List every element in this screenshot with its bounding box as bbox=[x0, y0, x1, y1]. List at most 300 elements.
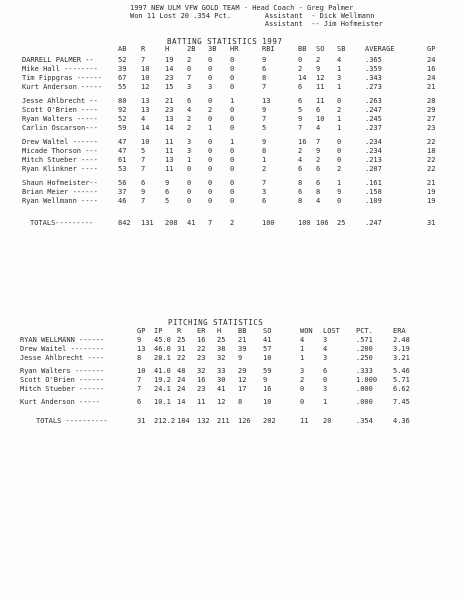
batting-stat-cell: 8 bbox=[262, 147, 267, 155]
player-name: Micade Thorson --- bbox=[22, 147, 98, 155]
batting-stat-cell: 47 bbox=[118, 147, 127, 155]
batting-stat-cell: 39 bbox=[118, 65, 127, 73]
pitching-stat-cell: 5.46 bbox=[393, 367, 410, 375]
batting-stat-cell: 47 bbox=[118, 138, 127, 146]
pitching-stat-cell: 3.21 bbox=[393, 354, 410, 362]
batting-stat-cell: 10 bbox=[141, 138, 150, 146]
pitching-stat-cell: 10 bbox=[263, 354, 272, 362]
pitching-player-row bbox=[0, 336, 464, 345]
batting-stat-cell: 92 bbox=[118, 106, 127, 114]
player-name: Tim Fippgras ------ bbox=[22, 74, 103, 82]
batting-stat-cell: 13 bbox=[165, 156, 174, 164]
pitching-stat-cell: 29 bbox=[238, 367, 247, 375]
batting-stat-cell: 0 bbox=[230, 106, 235, 114]
batting-stat-cell: 11 bbox=[165, 138, 174, 146]
batting-stat-cell: 9 bbox=[262, 106, 267, 114]
pitching-stat-cell: .250 bbox=[356, 354, 373, 362]
header-line-3: Assistant -- Jim Hofmeister bbox=[130, 20, 383, 28]
batting-stat-cell: 7 bbox=[262, 179, 267, 187]
batting-player-row bbox=[0, 56, 464, 65]
batting-stat-cell: 0 bbox=[208, 179, 213, 187]
batting-stat-cell: 6 bbox=[298, 188, 303, 196]
pitching-stat-cell: 2.48 bbox=[393, 336, 410, 344]
pitching-stat-cell: 3 bbox=[323, 385, 328, 393]
batting-stat-cell: 16 bbox=[298, 138, 307, 146]
batting-column-header: 3B bbox=[208, 45, 217, 53]
batting-total-cell: 100 bbox=[262, 219, 275, 227]
pitching-column-header: PCT. bbox=[356, 327, 373, 335]
batting-stat-cell: 0 bbox=[187, 65, 192, 73]
pitching-total-cell: 11 bbox=[300, 417, 309, 425]
batting-stat-cell: 0 bbox=[298, 56, 303, 64]
batting-stat-cell: 7 bbox=[141, 56, 146, 64]
batting-stat-cell: 6 bbox=[262, 197, 267, 205]
batting-stat-cell: 10 bbox=[141, 65, 150, 73]
batting-column-header: GP bbox=[427, 45, 436, 53]
batting-stat-cell: 37 bbox=[118, 188, 127, 196]
batting-stat-cell: 0 bbox=[230, 83, 235, 91]
batting-stat-cell: 6 bbox=[298, 165, 303, 173]
pitching-total-cell: 31 bbox=[137, 417, 146, 425]
batting-stat-cell: 10 bbox=[141, 74, 150, 82]
batting-stat-cell: 0 bbox=[230, 65, 235, 73]
batting-stat-cell: 0 bbox=[337, 197, 342, 205]
batting-stat-cell: 6 bbox=[298, 83, 303, 91]
player-name: Ryan Wellmann ---- bbox=[22, 197, 98, 205]
batting-stat-cell: 1 bbox=[208, 124, 213, 132]
batting-stat-cell: 14 bbox=[165, 65, 174, 73]
pitching-stat-cell: 7 bbox=[137, 376, 142, 384]
pitching-stat-cell: 3 bbox=[300, 367, 305, 375]
pitching-stat-cell: 39 bbox=[238, 345, 247, 353]
batting-stat-cell: 7 bbox=[141, 197, 146, 205]
pitching-stat-cell: 16 bbox=[197, 376, 206, 384]
pitching-stat-cell: 16 bbox=[263, 385, 272, 393]
pitching-total-cell: 132 bbox=[197, 417, 210, 425]
batting-total-cell: 7 bbox=[208, 219, 213, 227]
player-name: RYAN WELLMANN ------ bbox=[20, 336, 105, 344]
batting-player-row bbox=[0, 188, 464, 197]
batting-stat-cell: 3 bbox=[208, 83, 213, 91]
batting-stat-cell: .161 bbox=[365, 179, 382, 187]
player-name: Mike Hall -------- bbox=[22, 65, 98, 73]
batting-stat-cell: 80 bbox=[118, 97, 127, 105]
pitching-stat-cell: 28.1 bbox=[154, 354, 171, 362]
batting-stat-cell: 12 bbox=[141, 83, 150, 91]
player-name: DARRELL PALMER -- bbox=[22, 56, 94, 64]
batting-stat-cell: 59 bbox=[118, 124, 127, 132]
pitching-stat-cell: 9 bbox=[238, 354, 243, 362]
player-name: Shaun Hofmeister-- bbox=[22, 179, 98, 187]
pitching-stat-cell: 3 bbox=[323, 336, 328, 344]
batting-stat-cell: 23 bbox=[427, 124, 436, 132]
pitching-stat-cell: .000 bbox=[356, 385, 373, 393]
pitching-stat-cell: 16 bbox=[197, 336, 206, 344]
pitching-stat-cell: 4 bbox=[323, 345, 328, 353]
batting-stat-cell: 0 bbox=[208, 165, 213, 173]
pitching-total-cell: 20 bbox=[323, 417, 332, 425]
player-name: Scott O'Brien ---- bbox=[22, 106, 98, 114]
batting-stat-cell: 7 bbox=[262, 83, 267, 91]
player-name: Ryan Walters ------- bbox=[20, 367, 105, 375]
player-name: Mitch Stueber ---- bbox=[22, 156, 98, 164]
batting-stat-cell: 5 bbox=[165, 197, 170, 205]
pitching-total-cell: 184 bbox=[177, 417, 190, 425]
player-name: Kurt Anderson ----- bbox=[20, 398, 101, 406]
batting-stat-cell: 1 bbox=[337, 124, 342, 132]
pitching-stat-cell: 1 bbox=[300, 354, 305, 362]
batting-stat-cell: .237 bbox=[365, 124, 382, 132]
pitching-stat-cell: 8 bbox=[238, 398, 243, 406]
pitching-column-header: R bbox=[177, 327, 182, 335]
batting-stat-cell: .234 bbox=[365, 147, 382, 155]
pitching-stat-cell: .333 bbox=[356, 367, 373, 375]
batting-stat-cell: 6 bbox=[316, 106, 321, 114]
batting-stat-cell: 22 bbox=[427, 156, 436, 164]
batting-stat-cell: 14 bbox=[141, 124, 150, 132]
batting-stat-cell: 3 bbox=[337, 74, 342, 82]
pitching-stat-cell: 1.000 bbox=[356, 376, 378, 384]
pitching-player-row bbox=[0, 385, 464, 394]
batting-stat-cell: 6 bbox=[165, 188, 170, 196]
pitching-stat-cell: .200 bbox=[356, 345, 373, 353]
batting-stat-cell: 0 bbox=[230, 124, 235, 132]
batting-stat-cell: 6 bbox=[262, 65, 267, 73]
pitching-stat-cell: 38 bbox=[217, 345, 226, 353]
batting-stat-cell: 7 bbox=[187, 74, 192, 82]
pitching-column-header: GP bbox=[137, 327, 146, 335]
pitching-stat-cell: 8 bbox=[137, 354, 142, 362]
pitching-column-header: SO bbox=[263, 327, 272, 335]
pitching-stat-cell: 10.1 bbox=[154, 398, 171, 406]
batting-stat-cell: 3 bbox=[262, 188, 267, 196]
batting-stat-cell: 9 bbox=[262, 138, 267, 146]
batting-stat-cell: 6 bbox=[316, 165, 321, 173]
batting-stat-cell: 8 bbox=[262, 74, 267, 82]
pitching-stat-cell: 32 bbox=[197, 367, 206, 375]
batting-stat-cell: 22 bbox=[427, 138, 436, 146]
batting-stat-cell: 11 bbox=[316, 97, 325, 105]
batting-stat-cell: 0 bbox=[230, 188, 235, 196]
pitching-total-cell: 212.2 bbox=[154, 417, 176, 425]
batting-stat-cell: 0 bbox=[187, 179, 192, 187]
batting-stat-cell: 0 bbox=[187, 197, 192, 205]
batting-column-header: BB bbox=[298, 45, 307, 53]
pitching-totals-row bbox=[0, 417, 464, 426]
batting-stat-cell: 2 bbox=[187, 56, 192, 64]
pitching-stat-cell: 1 bbox=[323, 398, 328, 406]
batting-stat-cell: 21 bbox=[427, 83, 436, 91]
pitching-stat-cell: 6.62 bbox=[393, 385, 410, 393]
pitching-stat-cell: 46.0 bbox=[154, 345, 171, 353]
batting-column-header: R bbox=[141, 45, 146, 53]
player-name: Kurt Anderson ----- bbox=[22, 83, 103, 91]
batting-stat-cell: 19 bbox=[165, 56, 174, 64]
batting-stat-cell: 19 bbox=[427, 188, 436, 196]
batting-total-cell: 25 bbox=[337, 219, 346, 227]
batting-stat-cell: 2 bbox=[298, 65, 303, 73]
batting-stat-cell: 2 bbox=[187, 115, 192, 123]
batting-stat-cell: 1 bbox=[262, 156, 267, 164]
batting-player-row bbox=[0, 147, 464, 156]
pitching-stat-cell: 3.19 bbox=[393, 345, 410, 353]
batting-stat-cell: 27 bbox=[427, 115, 436, 123]
player-name: Mitch Stueber ------ bbox=[20, 385, 105, 393]
batting-stat-cell: 53 bbox=[118, 165, 127, 173]
batting-stat-cell: 5 bbox=[141, 147, 146, 155]
batting-stat-cell: 1 bbox=[187, 156, 192, 164]
batting-total-cell: 842 bbox=[118, 219, 131, 227]
pitching-stat-cell: 30 bbox=[217, 376, 226, 384]
pitching-stat-cell: 45.0 bbox=[154, 336, 171, 344]
batting-stat-cell: 15 bbox=[165, 83, 174, 91]
batting-stat-cell: 1 bbox=[337, 65, 342, 73]
batting-player-row bbox=[0, 97, 464, 106]
batting-stat-cell: .158 bbox=[365, 188, 382, 196]
pitching-stat-cell: 0 bbox=[323, 376, 328, 384]
batting-column-header: SB bbox=[337, 45, 346, 53]
batting-stat-cell: 2 bbox=[337, 106, 342, 114]
pitching-stat-cell: 25 bbox=[217, 336, 226, 344]
batting-stat-cell: 23 bbox=[165, 74, 174, 82]
batting-player-row bbox=[0, 115, 464, 124]
batting-stat-cell: 13 bbox=[165, 115, 174, 123]
pitching-stat-cell: 48 bbox=[177, 367, 186, 375]
batting-stat-cell: 9 bbox=[165, 179, 170, 187]
batting-title: BATTING STATISTICS 1997 bbox=[167, 37, 283, 46]
pitching-stat-cell: 11 bbox=[197, 398, 206, 406]
batting-column-header: 2B bbox=[187, 45, 196, 53]
batting-stat-cell: 6 bbox=[316, 179, 321, 187]
pitching-stat-cell: 7 bbox=[137, 385, 142, 393]
pitching-stat-cell: 31 bbox=[177, 345, 186, 353]
totals-label: TOTALS--------- bbox=[30, 219, 94, 227]
batting-stat-cell: 7 bbox=[141, 165, 146, 173]
batting-total-cell: 100 bbox=[298, 219, 311, 227]
batting-total-cell: 2 bbox=[230, 219, 235, 227]
batting-stat-cell: .109 bbox=[365, 197, 382, 205]
batting-stat-cell: 1 bbox=[230, 97, 235, 105]
batting-stat-cell: 0 bbox=[230, 165, 235, 173]
batting-stat-cell: .365 bbox=[365, 56, 382, 64]
batting-player-row bbox=[0, 124, 464, 133]
batting-stat-cell: 9 bbox=[141, 188, 146, 196]
batting-stat-cell: 11 bbox=[165, 147, 174, 155]
batting-total-cell: .247 bbox=[365, 219, 382, 227]
batting-stat-cell: 29 bbox=[427, 106, 436, 114]
pitching-stat-cell: 7.45 bbox=[393, 398, 410, 406]
pitching-stat-cell: 23 bbox=[197, 354, 206, 362]
batting-stat-cell: 0 bbox=[208, 147, 213, 155]
batting-stat-cell: 0 bbox=[208, 156, 213, 164]
batting-stat-cell: 0 bbox=[187, 165, 192, 173]
batting-stat-cell: 4 bbox=[187, 106, 192, 114]
batting-stat-cell: 21 bbox=[427, 179, 436, 187]
batting-stat-cell: 3 bbox=[187, 147, 192, 155]
batting-stat-cell: 19 bbox=[427, 197, 436, 205]
pitching-total-cell: 211 bbox=[217, 417, 230, 425]
batting-stat-cell: 0 bbox=[208, 188, 213, 196]
totals-label: TOTALS ---------- bbox=[36, 417, 108, 425]
pitching-stat-cell: .000 bbox=[356, 398, 373, 406]
batting-stat-cell: 6 bbox=[141, 179, 146, 187]
pitching-stat-cell: 41 bbox=[263, 336, 272, 344]
batting-stat-cell: 22 bbox=[427, 165, 436, 173]
batting-stat-cell: 0 bbox=[337, 97, 342, 105]
pitching-stat-cell: 41 bbox=[217, 385, 226, 393]
batting-stat-cell: 2 bbox=[208, 106, 213, 114]
batting-stat-cell: 12 bbox=[316, 74, 325, 82]
player-name: Jesse Ahlbrecht -- bbox=[22, 97, 98, 105]
batting-stat-cell: 4 bbox=[316, 124, 321, 132]
batting-stat-cell: 6 bbox=[187, 97, 192, 105]
pitching-stat-cell: .571 bbox=[356, 336, 373, 344]
pitching-player-row bbox=[0, 376, 464, 385]
batting-player-row bbox=[0, 83, 464, 92]
pitching-column-header: ERA bbox=[393, 327, 406, 335]
player-name: Carlin Oscarson--- bbox=[22, 124, 98, 132]
batting-stat-cell: 13 bbox=[141, 97, 150, 105]
pitching-stat-cell: 24 bbox=[177, 376, 186, 384]
pitching-header-row bbox=[0, 327, 464, 336]
pitching-column-header: ER bbox=[197, 327, 206, 335]
batting-stat-cell: 0 bbox=[208, 65, 213, 73]
pitching-player-row bbox=[0, 367, 464, 376]
batting-player-row bbox=[0, 138, 464, 147]
pitching-stat-cell: 5.71 bbox=[393, 376, 410, 384]
pitching-stat-cell: 33 bbox=[217, 367, 226, 375]
batting-stat-cell: 0 bbox=[337, 156, 342, 164]
batting-total-cell: 131 bbox=[141, 219, 154, 227]
batting-stat-cell: 67 bbox=[118, 74, 127, 82]
pitching-stat-cell: 22 bbox=[197, 345, 206, 353]
batting-stat-cell: 2 bbox=[316, 156, 321, 164]
player-name: Drew Waltel ------ bbox=[22, 138, 98, 146]
batting-stat-cell: 52 bbox=[118, 115, 127, 123]
batting-stat-cell: 7 bbox=[298, 124, 303, 132]
batting-column-header: SO bbox=[316, 45, 325, 53]
pitching-title: PITCHING STATISTICS bbox=[168, 318, 264, 327]
batting-stat-cell: 4 bbox=[298, 156, 303, 164]
batting-stat-cell: 2 bbox=[298, 147, 303, 155]
batting-stat-cell: 18 bbox=[427, 147, 436, 155]
pitching-stat-cell: 9 bbox=[263, 376, 268, 384]
batting-player-row bbox=[0, 65, 464, 74]
batting-stat-cell: 0 bbox=[230, 197, 235, 205]
pitching-stat-cell: 23 bbox=[197, 385, 206, 393]
pitching-stat-cell: 22 bbox=[177, 354, 186, 362]
batting-column-header: RBI bbox=[262, 45, 275, 53]
batting-stat-cell: 0 bbox=[230, 74, 235, 82]
pitching-stat-cell: 21 bbox=[238, 336, 247, 344]
pitching-stat-cell: 24 bbox=[177, 385, 186, 393]
batting-player-row bbox=[0, 106, 464, 115]
batting-stat-cell: .359 bbox=[365, 65, 382, 73]
batting-stat-cell: 0 bbox=[337, 147, 342, 155]
batting-stat-cell: 0 bbox=[208, 56, 213, 64]
pitching-stat-cell: 41.0 bbox=[154, 367, 171, 375]
batting-stat-cell: 55 bbox=[118, 83, 127, 91]
pitching-player-row bbox=[0, 345, 464, 354]
batting-total-cell: 106 bbox=[316, 219, 329, 227]
batting-stat-cell: 16 bbox=[427, 65, 436, 73]
pitching-column-header: BB bbox=[238, 327, 247, 335]
batting-stat-cell: 0 bbox=[230, 156, 235, 164]
batting-header-row bbox=[0, 45, 464, 54]
batting-stat-cell: 0 bbox=[208, 97, 213, 105]
pitching-stat-cell: 57 bbox=[263, 345, 272, 353]
pitching-stat-cell: 24.1 bbox=[154, 385, 171, 393]
batting-stat-cell: .245 bbox=[365, 115, 382, 123]
batting-stat-cell: .207 bbox=[365, 165, 382, 173]
batting-stat-cell: 0 bbox=[230, 147, 235, 155]
batting-stat-cell: 10 bbox=[316, 115, 325, 123]
batting-stat-cell: 0 bbox=[337, 138, 342, 146]
pitching-stat-cell: 3 bbox=[323, 354, 328, 362]
batting-stat-cell: 9 bbox=[316, 147, 321, 155]
header-line-2: Won 11 Lost 20 .354 Pct. Assistant - Dick Wellmann bbox=[130, 12, 375, 20]
batting-stat-cell: .234 bbox=[365, 138, 382, 146]
batting-stat-cell: 4 bbox=[316, 197, 321, 205]
batting-stat-cell: 5 bbox=[262, 124, 267, 132]
batting-stat-cell: 7 bbox=[262, 115, 267, 123]
batting-stat-cell: 2 bbox=[262, 165, 267, 173]
pitching-stat-cell: 0 bbox=[300, 385, 305, 393]
batting-stat-cell: 11 bbox=[165, 165, 174, 173]
batting-stat-cell: 21 bbox=[165, 97, 174, 105]
pitching-column-header: WON bbox=[300, 327, 313, 335]
batting-totals-row bbox=[0, 219, 464, 228]
pitching-player-row bbox=[0, 398, 464, 407]
batting-stat-cell: 6 bbox=[298, 97, 303, 105]
pitching-stat-cell: 12 bbox=[217, 398, 226, 406]
batting-stat-cell: 1 bbox=[337, 83, 342, 91]
batting-stat-cell: 4 bbox=[141, 115, 146, 123]
batting-player-row bbox=[0, 197, 464, 206]
player-name: Ryan Klinkner ---- bbox=[22, 165, 98, 173]
batting-stat-cell: 0 bbox=[230, 179, 235, 187]
batting-stat-cell: .343 bbox=[365, 74, 382, 82]
pitching-stat-cell: 17 bbox=[238, 385, 247, 393]
player-name: Ryan Walters ----- bbox=[22, 115, 98, 123]
batting-stat-cell: 23 bbox=[165, 106, 174, 114]
batting-player-row bbox=[0, 156, 464, 165]
batting-stat-cell: 8 bbox=[298, 197, 303, 205]
batting-stat-cell: 1 bbox=[337, 179, 342, 187]
batting-stat-cell: .273 bbox=[365, 83, 382, 91]
batting-stat-cell: 46 bbox=[118, 197, 127, 205]
batting-stat-cell: 9 bbox=[337, 188, 342, 196]
batting-stat-cell: 8 bbox=[316, 188, 321, 196]
batting-stat-cell: 13 bbox=[262, 97, 271, 105]
header-line-1: 1997 NEW ULM VFW GOLD TEAM - Head Coach - Greg Palmer bbox=[130, 4, 354, 12]
pitching-stat-cell: 9 bbox=[137, 336, 142, 344]
pitching-stat-cell: 32 bbox=[217, 354, 226, 362]
pitching-stat-cell: 19.2 bbox=[154, 376, 171, 384]
pitching-stat-cell: 6 bbox=[137, 398, 142, 406]
batting-player-row bbox=[0, 165, 464, 174]
batting-column-header: HR bbox=[230, 45, 239, 53]
batting-stat-cell: 3 bbox=[187, 138, 192, 146]
batting-stat-cell: 0 bbox=[230, 115, 235, 123]
batting-stat-cell: 2 bbox=[337, 165, 342, 173]
batting-player-row bbox=[0, 74, 464, 83]
batting-stat-cell: .263 bbox=[365, 97, 382, 105]
batting-stat-cell: 0 bbox=[230, 56, 235, 64]
batting-stat-cell: 3 bbox=[187, 83, 192, 91]
batting-stat-cell: 56 bbox=[118, 179, 127, 187]
batting-total-cell: 31 bbox=[427, 219, 436, 227]
